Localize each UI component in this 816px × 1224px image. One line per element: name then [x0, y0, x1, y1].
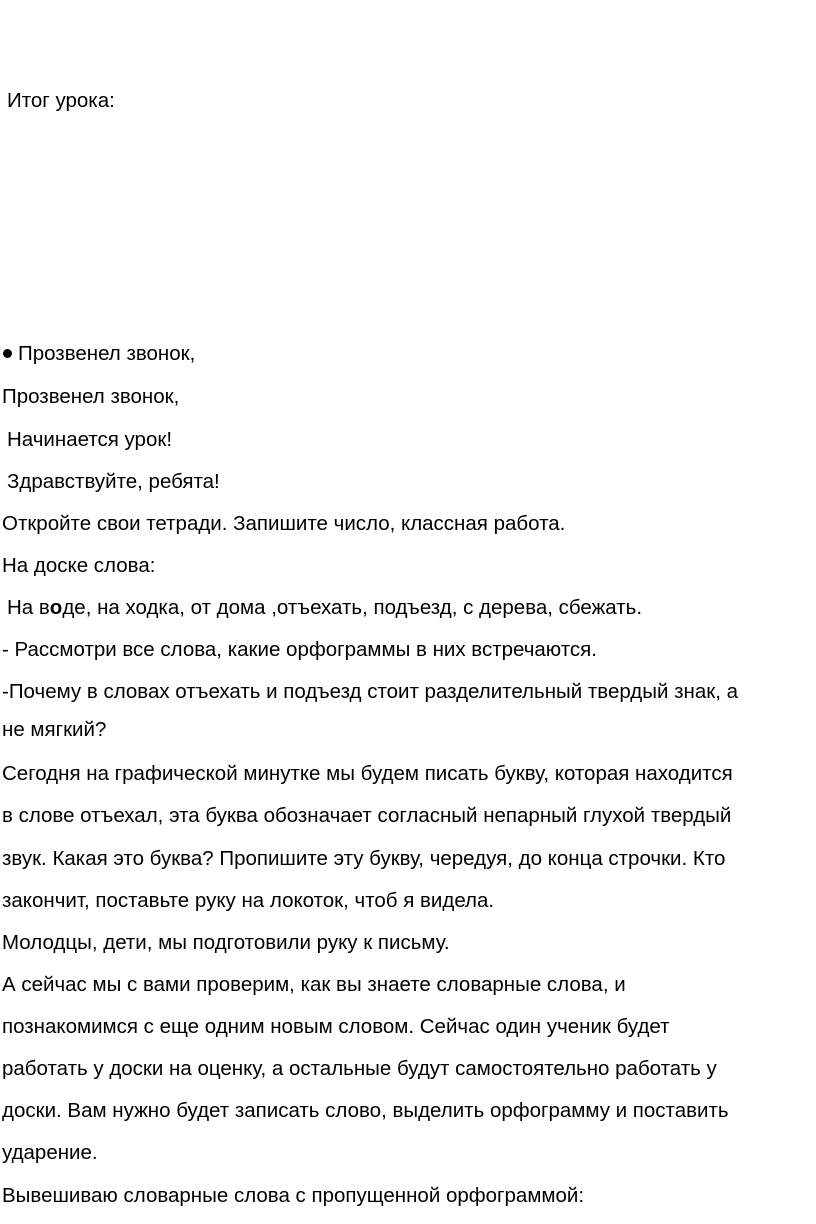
text-line: На доске слова: — [2, 554, 156, 577]
paragraph-line: Сегодня на графической минутке мы будем писать букву, которая находится — [2, 762, 733, 785]
paragraph-line: доски. Вам нужно будет записать слово, выделить орфограмму и поставить — [2, 1099, 729, 1122]
board-words-part2: де, на ходка, от дома ,отъехать, подъезд, с дерева, сбежать. — [62, 596, 643, 619]
bullet-text: Прозвенел звонок, — [18, 342, 196, 365]
paragraph-line: Молодцы, дети, мы подготовили руку к письму. — [2, 931, 450, 954]
text-line: Здравствуйте, ребята! — [7, 470, 220, 493]
paragraph-line: звук. Какая это буква? Пропишите эту букву, чередуя, до конца строчки. Кто — [2, 847, 726, 870]
bullet-line — [2, 342, 195, 366]
summary-heading: Итог урока: — [7, 89, 115, 112]
board-words-bold-char: о — [49, 596, 63, 619]
text-line: Откройте свои тетради. Запишите число, классная работа. — [2, 512, 566, 535]
paragraph-line: - Рассмотри все слова, какие орфограммы в них встречаются. — [2, 638, 597, 661]
bullet-icon — [3, 349, 12, 358]
paragraph-line: Вывешиваю словарные слова с пропущенной орфограммой: — [2, 1184, 585, 1207]
paragraph-line: не мягкий? — [2, 718, 107, 741]
text-line: Начинается урок! — [7, 428, 173, 451]
paragraph-line: в слове отъехал, эта буква обозначает согласный непарный глухой твердый — [2, 804, 732, 827]
paragraph-line: работать у доски на оценку, а остальные будут самостоятельно работать у — [2, 1057, 717, 1080]
paragraph-line: ударение. — [2, 1141, 98, 1164]
board-words-line — [7, 596, 642, 620]
paragraph-line: познакомимся с еще одним новым словом. Сейчас один ученик будет — [2, 1015, 670, 1038]
board-words-part1: На в — [7, 596, 50, 619]
paragraph-line: закончит, поставьте руку на локоток, чтоб я видела. — [2, 889, 495, 912]
paragraph-line: -Почему в словах отъехать и подъезд стоит разделительный твердый знак, а — [2, 680, 739, 703]
paragraph-line: А сейчас мы с вами проверим, как вы знаете словарные слова, и — [2, 973, 626, 996]
text-line: Прозвенел звонок, — [2, 385, 180, 408]
